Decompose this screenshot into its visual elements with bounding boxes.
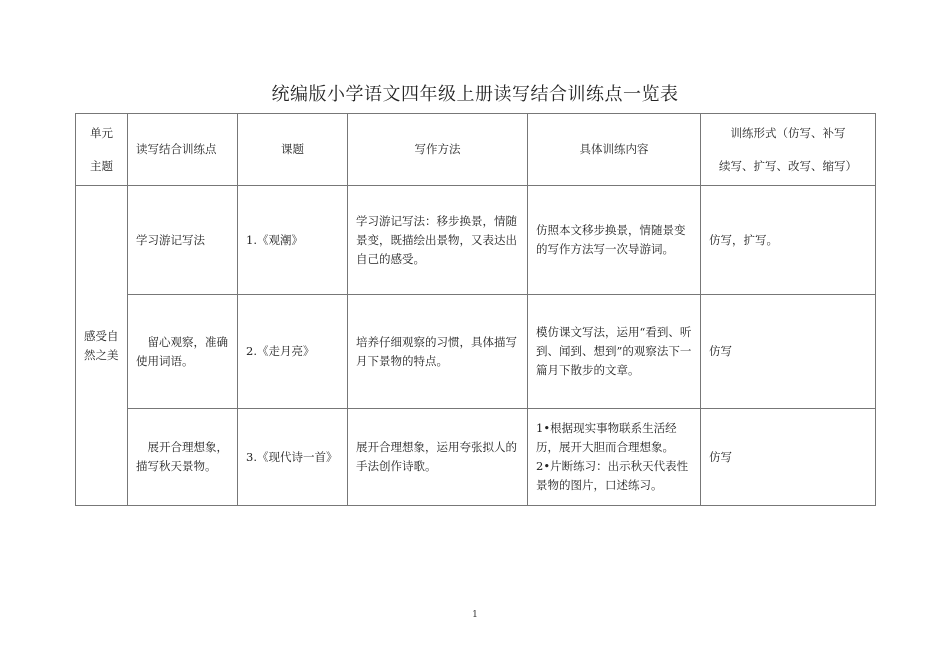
training-point-cell: 学习游记写法 <box>128 186 238 295</box>
lesson-cell: 3.《现代诗一首》 <box>238 409 348 506</box>
header-form-line1: 训练形式（仿写、补写 <box>730 125 846 140</box>
training-content-line1: 1•根据现实事物联系生活经历，展开大胆而合理想象。 <box>536 421 677 454</box>
training-content-line2: 2•片断练习：出示秋天代表性景物的图片，口述练习。 <box>536 459 689 492</box>
unit-theme-cell: 感受自然之美 <box>76 186 128 506</box>
header-writing-method: 写作方法 <box>348 114 528 186</box>
training-content-cell <box>528 409 701 506</box>
training-content-cell: 仿照本文移步换景，情随景变的写作方法写一次导游词。 <box>528 186 701 295</box>
writing-method-cell: 展开合理想象，运用夸张拟人的手法创作诗歌。 <box>348 409 528 506</box>
header-unit-line1: 单元 <box>90 125 113 140</box>
table-row <box>76 295 876 409</box>
header-unit-theme <box>76 114 128 186</box>
page-title: 统编版小学语文四年级上册读写结合训练点一览表 <box>271 84 679 105</box>
lesson-cell: 2.《走月亮》 <box>238 295 348 409</box>
training-form-cell: 仿写 <box>701 409 876 506</box>
training-point-cell: 展开合理想象，描写秋天景物。 <box>128 409 238 506</box>
writing-method-cell: 学习游记写法：移步换景，情随景变，既描绘出景物，又表达出自己的感受。 <box>348 186 528 295</box>
header-training-form <box>701 114 876 186</box>
table-header-row <box>76 114 876 186</box>
training-form-cell: 仿写，扩写。 <box>701 186 876 295</box>
training-points-table <box>75 113 876 506</box>
training-content-cell: 模仿课文写法，运用“看到、听到、闻到、想到”的观察法下一篇月下散步的文章。 <box>528 295 701 409</box>
lesson-cell: 1.《观潮》 <box>238 186 348 295</box>
header-lesson: 课题 <box>238 114 348 186</box>
table-row <box>76 186 876 295</box>
table-row <box>76 409 876 506</box>
writing-method-cell: 培养仔细观察的习惯，具体描写月下景物的特点。 <box>348 295 528 409</box>
header-unit-line2: 主题 <box>90 158 113 173</box>
header-training-point: 读写结合训练点 <box>128 114 238 186</box>
training-point-cell: 留心观察，准确使用词语。 <box>128 295 238 409</box>
page-number: 1 <box>472 610 478 620</box>
header-form-line2: 续写、扩写、改写、缩写） <box>719 158 857 173</box>
header-training-content: 具体训练内容 <box>528 114 701 186</box>
training-form-cell: 仿写 <box>701 295 876 409</box>
